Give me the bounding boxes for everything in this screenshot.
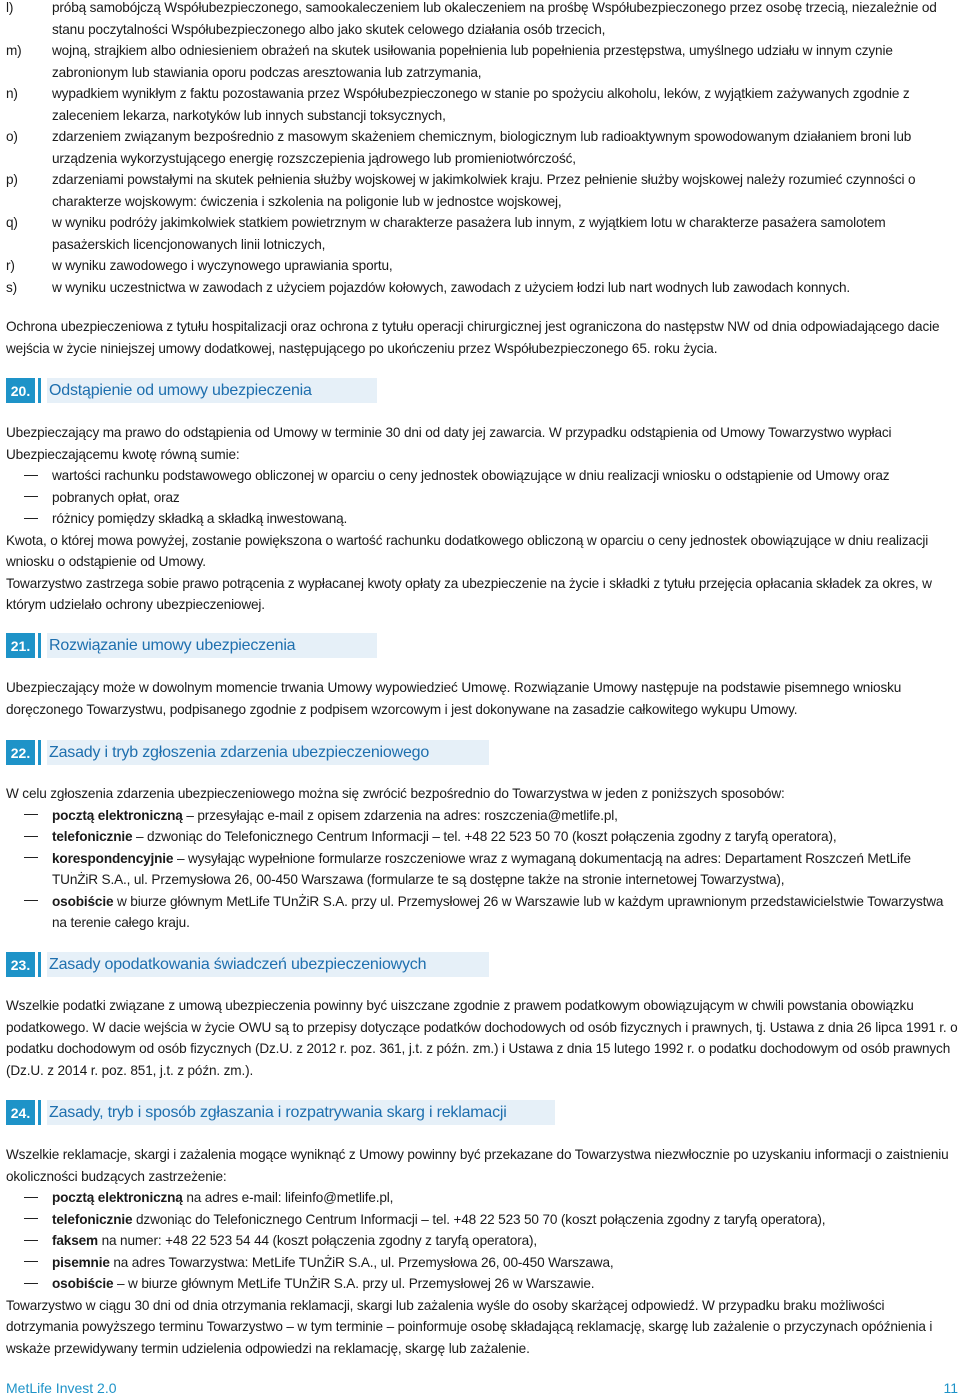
list-item <box>6 891 958 934</box>
dash-marker <box>6 487 52 509</box>
dash-marker <box>6 1187 52 1209</box>
list-item-text: na adres Towarzystwa: MetLife TUnŻiR S.A., ul. Przemysłowa 26, 00-450 Warszawa, <box>109 1254 614 1270</box>
list-item-text: – w biurze głównym MetLife TUnŻiR S.A. przy ul. Przemysłowej 26 w Warszawie. <box>113 1276 595 1291</box>
exclusions-list <box>6 0 958 298</box>
dash-marker <box>6 826 52 848</box>
section-24-heading <box>6 1100 555 1125</box>
dash-marker <box>6 891 52 934</box>
paragraph: W celu zgłoszenia zdarzenia ubezpieczeniowego można się zwrócić bezpośrednio do Towarzystwa w jeden z poniższych sposobów: <box>6 786 785 801</box>
list-marker: m) <box>6 43 22 58</box>
bold-term: osobiście <box>52 1276 114 1291</box>
list-item <box>6 40 958 83</box>
list-item <box>6 212 958 255</box>
section-20-heading <box>6 378 377 403</box>
list-item-text: w biurze głównym MetLife TUnŻiR S.A. przy ul. Przemysłowej 26 w Warszawie lub w każdym uprawnionym przedstawicielstwie Towarzystwa na terenie całego kraju. <box>52 893 944 930</box>
section-22-heading <box>6 740 489 765</box>
page-footer <box>6 1380 958 1396</box>
section-title: Zasady opodatkowania świadczeń ubezpieczeniowych <box>47 952 489 977</box>
section-22-body <box>6 783 958 934</box>
list-item-text: dzwoniąc do Telefonicznego Centrum Informacji – tel. +48 22 523 50 70 (koszt połączenia zgodny z taryfą operatora), <box>132 1211 826 1227</box>
list-item <box>6 487 958 509</box>
document-page <box>6 0 958 1398</box>
list-item <box>6 0 958 40</box>
list-item-text: pobranych opłat, oraz <box>52 489 180 505</box>
list-item <box>6 1187 958 1209</box>
list-item <box>6 169 958 212</box>
dash-marker <box>6 848 52 891</box>
hospitalization-paragraph: Ochrona ubezpieczeniowa z tytułu hospitalizacji oraz ochrona z tytułu operacji chirurgicznej jest ograniczona do następstw NW od dnia odpowiadającego dacie wejścia w życie niniejszej umowy dodatkowej, następującego po ukończeniu przez Współubezpieczonego 65. roku życia. <box>6 319 940 356</box>
section-number: 24. <box>6 1100 35 1125</box>
section-title: Rozwiązanie umowy ubezpieczenia <box>47 633 377 658</box>
bold-term: pocztą elektroniczną <box>52 1190 183 1205</box>
list-item-text: na numer: +48 22 523 54 44 (koszt połączenia zgodny z taryfą operatora), <box>97 1233 538 1248</box>
list-item-text: zdarzeniami powstałymi na skutek pełnienia służby wojskowej w jakimkolwiek kraju. Przez pełnienie służby wojskowej należy rozumieć czynności o charakterze wojskowym: ćwiczenia i szkolenia na poligonie lub w jednostce wojskowej, <box>52 172 916 209</box>
paragraph: Ubezpieczający ma prawo do odstąpienia od Umowy w terminie 30 dni od daty jej zawarcia. W przypadku odstąpienia od Umowy Towarzystwo wypłaci Ubezpieczającemu kwotę równą sumie: <box>6 425 892 462</box>
section-20-body <box>6 422 958 616</box>
section-bar <box>38 1100 41 1125</box>
paragraph: Wszelkie reklamacje, skargi i zażalenia mogące wyniknąć z Umowy powinny być przekazane do Towarzystwa niezwłocznie po uzyskaniu informacji o zaistnieniu okoliczności budzących zastrzeżenie: <box>6 1147 949 1184</box>
list-item-text: w wyniku uczestnictwa w zawodach z użyciem pojazdów kołowych, zawodach z użyciem łodzi lub nart wodnych lub zawodach konnych. <box>52 279 851 295</box>
section-number: 20. <box>6 378 35 403</box>
section-bar <box>38 740 41 765</box>
list-item-text: w wyniku podróży jakimkolwiek statkiem powietrznym w charakterze pasażera lub innym, z wyjątkiem lotu w charakterze pasażera samolotem pasażerskich licencjonowanych linii lotniczych, <box>52 215 886 252</box>
dash-marker <box>6 1252 52 1274</box>
dash-marker <box>6 1230 52 1252</box>
bold-term: korespondencyjnie <box>52 850 174 866</box>
list-marker: q) <box>6 215 18 230</box>
section-bar <box>38 633 41 658</box>
section-number: 23. <box>6 952 35 977</box>
section-title: Zasady i tryb zgłoszenia zdarzenia ubezpieczeniowego <box>47 740 489 765</box>
page-number: 11 <box>943 1380 958 1396</box>
section-number: 22. <box>6 740 35 765</box>
list-item <box>6 848 958 891</box>
dash-marker <box>6 1209 52 1231</box>
list-item <box>6 465 958 487</box>
dash-list <box>6 465 958 530</box>
list-item-text: – wysyłając wypełnione formularze roszczeniowe wraz z wymaganą dokumentacją na adres: Departament Roszczeń MetLife TUnŻiR S.A., ul. Przemysłowa 26, 00-450 Warszawa (formularze te są dostępne także na stronie internetowej Towarzystwa), <box>52 850 911 887</box>
list-item-text: – dzwoniąc do Telefonicznego Centrum Informacji – tel. +48 22 523 50 70 (koszt połączenia zgodny z taryfą operatora), <box>132 829 837 844</box>
list-marker: p) <box>6 172 18 187</box>
dash-list <box>6 805 958 934</box>
dash-marker <box>6 1273 52 1295</box>
section-title: Odstąpienie od umowy ubezpieczenia <box>47 378 377 403</box>
bold-term: faksem <box>52 1233 98 1248</box>
list-marker: s) <box>6 279 18 295</box>
section-bar <box>38 378 41 403</box>
list-item-text: wypadkiem wynikłym z faktu pozostawania przez Współubezpieczonego w stanie po spożyciu alkoholu, leków, z wyjątkiem zażywanych zgodnie z zaleceniem lekarza, narkotyków lub innych substancji toksycznych, <box>52 86 910 123</box>
bold-term: telefonicznie <box>52 1211 133 1227</box>
product-name: MetLife Invest 2.0 <box>6 1380 117 1396</box>
list-item <box>6 508 958 530</box>
list-marker: l) <box>6 0 14 15</box>
section-title: Zasady, tryb i sposób zgłaszania i rozpatrywania skarg i reklamacji <box>47 1100 555 1125</box>
dash-marker <box>6 508 52 530</box>
paragraph: Towarzystwo zastrzega sobie prawo potrącenia z wypłacanej kwoty opłaty za ubezpieczenie na życie i składki z tytułu przejęcia opłacania składek za okres, w którym udzielało ochrony ubezpieczeniowej. <box>6 575 932 612</box>
list-item <box>6 826 958 848</box>
list-item <box>6 1230 958 1252</box>
dash-list <box>6 1187 958 1295</box>
dash-marker <box>6 465 52 487</box>
list-item <box>6 1252 958 1274</box>
list-item-text: wojną, strajkiem albo odniesieniem obrażeń na skutek usiłowania popełnienia lub popełnienia przestępstwa, umyślnego udziału w innym czynie zabronionym lub stawiania oporu podczas aresztowania lub zatrzymania, <box>52 43 893 80</box>
bold-term: osobiście <box>52 893 114 909</box>
list-item-text: na adres e-mail: lifeinfo@metlife.pl, <box>182 1190 394 1205</box>
bold-term: pocztą elektroniczną <box>52 807 183 823</box>
list-marker: n) <box>6 86 18 101</box>
list-item <box>6 126 958 169</box>
list-marker: r) <box>6 258 15 273</box>
list-item-text: zdarzeniem związanym bezpośrednio z masowym skażeniem chemicznym, biologicznym lub radioaktywnym spowodowanym działaniem broni lub urządzenia wykorzystującego energię rozszczepienia jądrowego lub promieniotwórczość, <box>52 129 912 166</box>
list-item <box>6 1209 958 1231</box>
section-23-heading <box>6 952 489 977</box>
bold-term: pisemnie <box>52 1254 110 1270</box>
list-item-text: w wyniku zawodowego i wyczynowego uprawiania sportu, <box>52 258 393 273</box>
list-item <box>6 255 958 277</box>
list-item <box>6 1273 958 1295</box>
paragraph: Kwota, o której mowa powyżej, zostanie powiększona o wartość rachunku dodatkowego obliczoną w oparciu o ceny jednostek obowiązujące w dniu realizacji wniosku o odstąpienie od Umowy. <box>6 532 929 569</box>
section-21-body: Ubezpieczający może w dowolnym momencie trwania Umowy wypowiedzieć Umowę. Rozwiązanie Umowy następuje na podstawie pisemnego wniosku doręczonego Towarzystwu, podpisanego zgodnie z podpisem wzorcowym i jest dokonywane na zasadzie całkowitego wykupu Umowy. <box>6 680 902 717</box>
list-item-text: próbą samobójczą Współubezpieczonego, samookaleczeniem lub okaleczeniem na prośbę Współubezpieczonego przez osobę trzecią, niezależnie od stanu poczytalności Współubezpieczonego albo jako skutek celowego działania osób trzecich, <box>52 0 937 37</box>
list-marker: o) <box>6 129 18 144</box>
list-item-text: – przesyłając e-mail z opisem zdarzenia na adres: roszczenia@metlife.pl, <box>182 807 618 823</box>
section-number: 21. <box>6 633 35 658</box>
list-item-text: wartości rachunku podstawowego obliczonej w oparciu o ceny jednostek obowiązujące w dniu realizacji wniosku o odstąpienie od Umowy oraz <box>52 468 890 483</box>
bold-term: telefonicznie <box>52 829 133 844</box>
section-21-heading <box>6 633 377 658</box>
list-item-text: różnicy pomiędzy składką a składką inwestowaną. <box>52 511 348 526</box>
section-24-body <box>6 1144 958 1359</box>
list-item <box>6 805 958 827</box>
section-23-body: Wszelkie podatki związane z umową ubezpieczenia powinny być uiszczane zgodnie z prawem podatkowym obowiązującym w chwili powstania obowiązku podatkowego. W dacie wejścia w życie OWU są to przepisy dotyczące podatków dochodowych od osób fizycznych i prawnych, tj. Ustawa z dnia 26 lipca 1991 r. o podatku dochodowym od osób fizycznych (Dz.U. z 2012 r. poz. 361, j.t. z późn. zm.) i Ustawa z dnia 15 lutego 1992 r. o podatku dochodowym od osób prawnych (Dz.U. z 2014 r. poz. 851, j.t. z późn. zm.). <box>6 998 958 1078</box>
list-item <box>6 83 958 126</box>
section-bar <box>38 952 41 977</box>
dash-marker <box>6 805 52 827</box>
list-item <box>6 277 958 299</box>
paragraph: Towarzystwo w ciągu 30 dni od dnia otrzymania reklamacji, skargi lub zażalenia wyśle do osoby skarżącej odpowiedź. W przypadku braku możliwości dotrzymania powyższego terminu Towarzystwo – w tym terminie – poinformuje osobę składającą reklamację, skargę lub zażalenie o przyczynach opóźnienia i wskaże przewidywany termin udzielenia odpowiedzi na reklamację, skargę lub zażalenie. <box>6 1297 933 1356</box>
